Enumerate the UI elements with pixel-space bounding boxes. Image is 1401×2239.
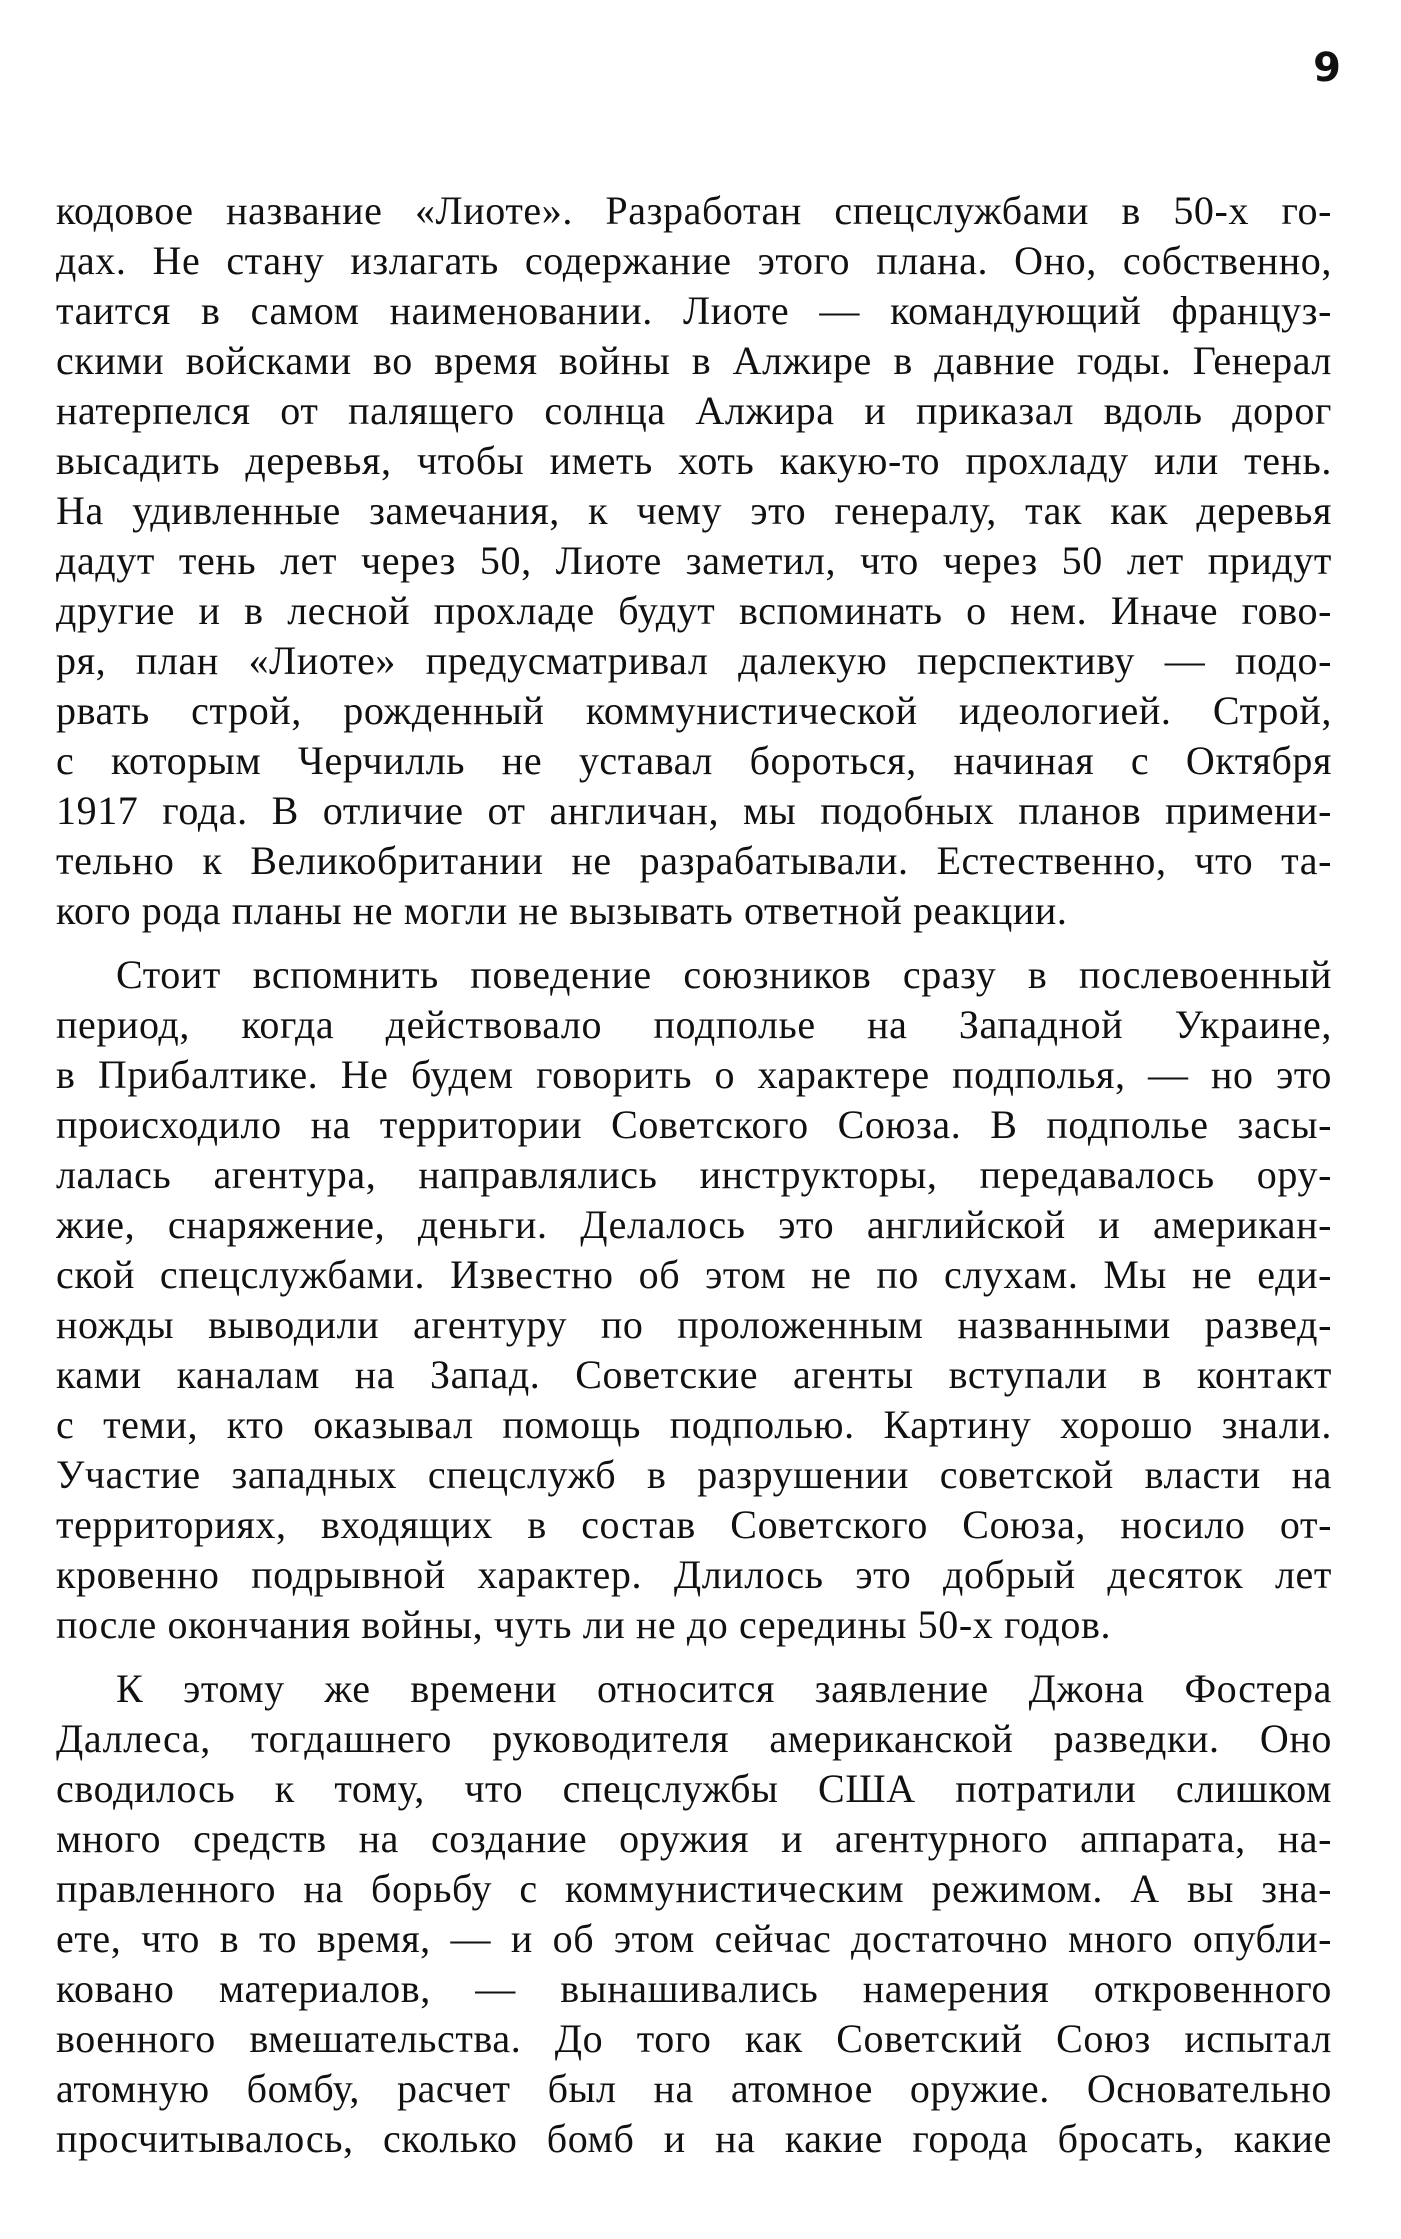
text-line: другие и в лесной прохладе будут вспоминать о нем. Иначе гово-	[56, 588, 1332, 633]
text-line: таится в самом наименовании. Лиоте — командующий француз-	[56, 288, 1332, 333]
text-line: натерпелся от палящего солнца Алжира и приказал вдоль дорог	[56, 388, 1332, 433]
text-line: 1917 года. В отличие от англичан, мы подобных планов примени-	[56, 788, 1332, 833]
text-line: ковано материалов, — вынашивались намерения откровенного	[56, 1966, 1332, 2011]
text-line: после окончания войны, чуть ли не до середины 50-х годов.	[56, 1602, 1112, 1647]
text-line: тельно к Великобритании не разрабатывали. Естественно, что та-	[56, 838, 1332, 883]
text-line: кого рода планы не могли не вызывать ответной реакции.	[56, 888, 1068, 933]
text-line: ря, план «Лиоте» предусматривал далекую перспективу — подо-	[56, 638, 1332, 683]
text-line: с теми, кто оказывал помощь подполью. Картину хорошо знали.	[56, 1402, 1332, 1447]
text-line: К этому же времени относится заявление Джона Фостера	[116, 1666, 1332, 1711]
paragraph-1	[56, 186, 1332, 936]
text-line: в Прибалтике. Не будем говорить о характере подполья, — но это	[56, 1052, 1332, 1097]
text-line: территориях, входящих в состав Советского Союза, носило от-	[56, 1502, 1332, 1547]
text-line: лалась агентура, направлялись инструкторы, передавалось ору-	[56, 1152, 1332, 1197]
text-line: атомную бомбу, расчет был на атомное оружие. Основательно	[56, 2066, 1332, 2111]
text-line: На удивленные замечания, к чему это генералу, так как деревья	[56, 488, 1332, 533]
page-text	[56, 186, 1332, 2178]
paragraph-3	[56, 1664, 1332, 2164]
text-line: ской спецслужбами. Известно об этом не по слухам. Мы не еди-	[56, 1252, 1332, 1297]
text-line: период, когда действовало подполье на Западной Украине,	[56, 1002, 1332, 1047]
text-line: ками каналам на Запад. Советские агенты вступали в контакт	[56, 1352, 1332, 1397]
paragraph-2	[56, 950, 1332, 1650]
text-line: кровенно подрывной характер. Длилось это добрый десяток лет	[56, 1552, 1332, 1597]
text-line: рвать строй, рожденный коммунистической идеологией. Строй,	[56, 688, 1332, 733]
text-line: жие, снаряжение, деньги. Делалось это английской и американ-	[56, 1202, 1332, 1247]
text-line: высадить деревья, чтобы иметь хоть какую-то прохладу или тень.	[56, 438, 1332, 483]
text-line: ете, что в то время, — и об этом сейчас достаточно много опубли-	[56, 1916, 1332, 1961]
text-line: сводилось к тому, что спецслужбы США потратили слишком	[56, 1766, 1332, 1811]
text-line: с которым Черчилль не уставал бороться, начиная с Октября	[56, 738, 1332, 783]
text-line: Даллеса, тогдашнего руководителя американской разведки. Оно	[56, 1716, 1332, 1761]
text-line: дадут тень лет через 50, Лиоте заметил, что через 50 лет придут	[56, 538, 1332, 583]
text-line: правленного на борьбу с коммунистическим режимом. А вы зна-	[56, 1866, 1332, 1911]
text-line: Стоит вспомнить поведение союзников сразу в послевоенный	[116, 952, 1332, 997]
text-line: дах. Не стану излагать содержание этого плана. Оно, собственно,	[56, 238, 1332, 283]
page-number: 9	[1313, 45, 1341, 91]
text-line: кодовое название «Лиоте». Разработан спецслужбами в 50-х го-	[56, 188, 1332, 233]
text-line: много средств на создание оружия и агентурного аппарата, на-	[56, 1816, 1332, 1861]
text-line: ножды выводили агентуру по проложенным названными развед-	[56, 1302, 1332, 1347]
text-line: военного вмешательства. До того как Советский Союз испытал	[56, 2016, 1332, 2061]
text-line: происходило на территории Советского Союза. В подполье засы-	[56, 1102, 1332, 1147]
text-line: Участие западных спецслужб в разрушении советской власти на	[56, 1452, 1332, 1497]
text-line: просчитывалось, сколько бомб и на какие города бросать, какие	[56, 2116, 1332, 2161]
text-line: скими войсками во время войны в Алжире в давние годы. Генерал	[56, 338, 1332, 383]
